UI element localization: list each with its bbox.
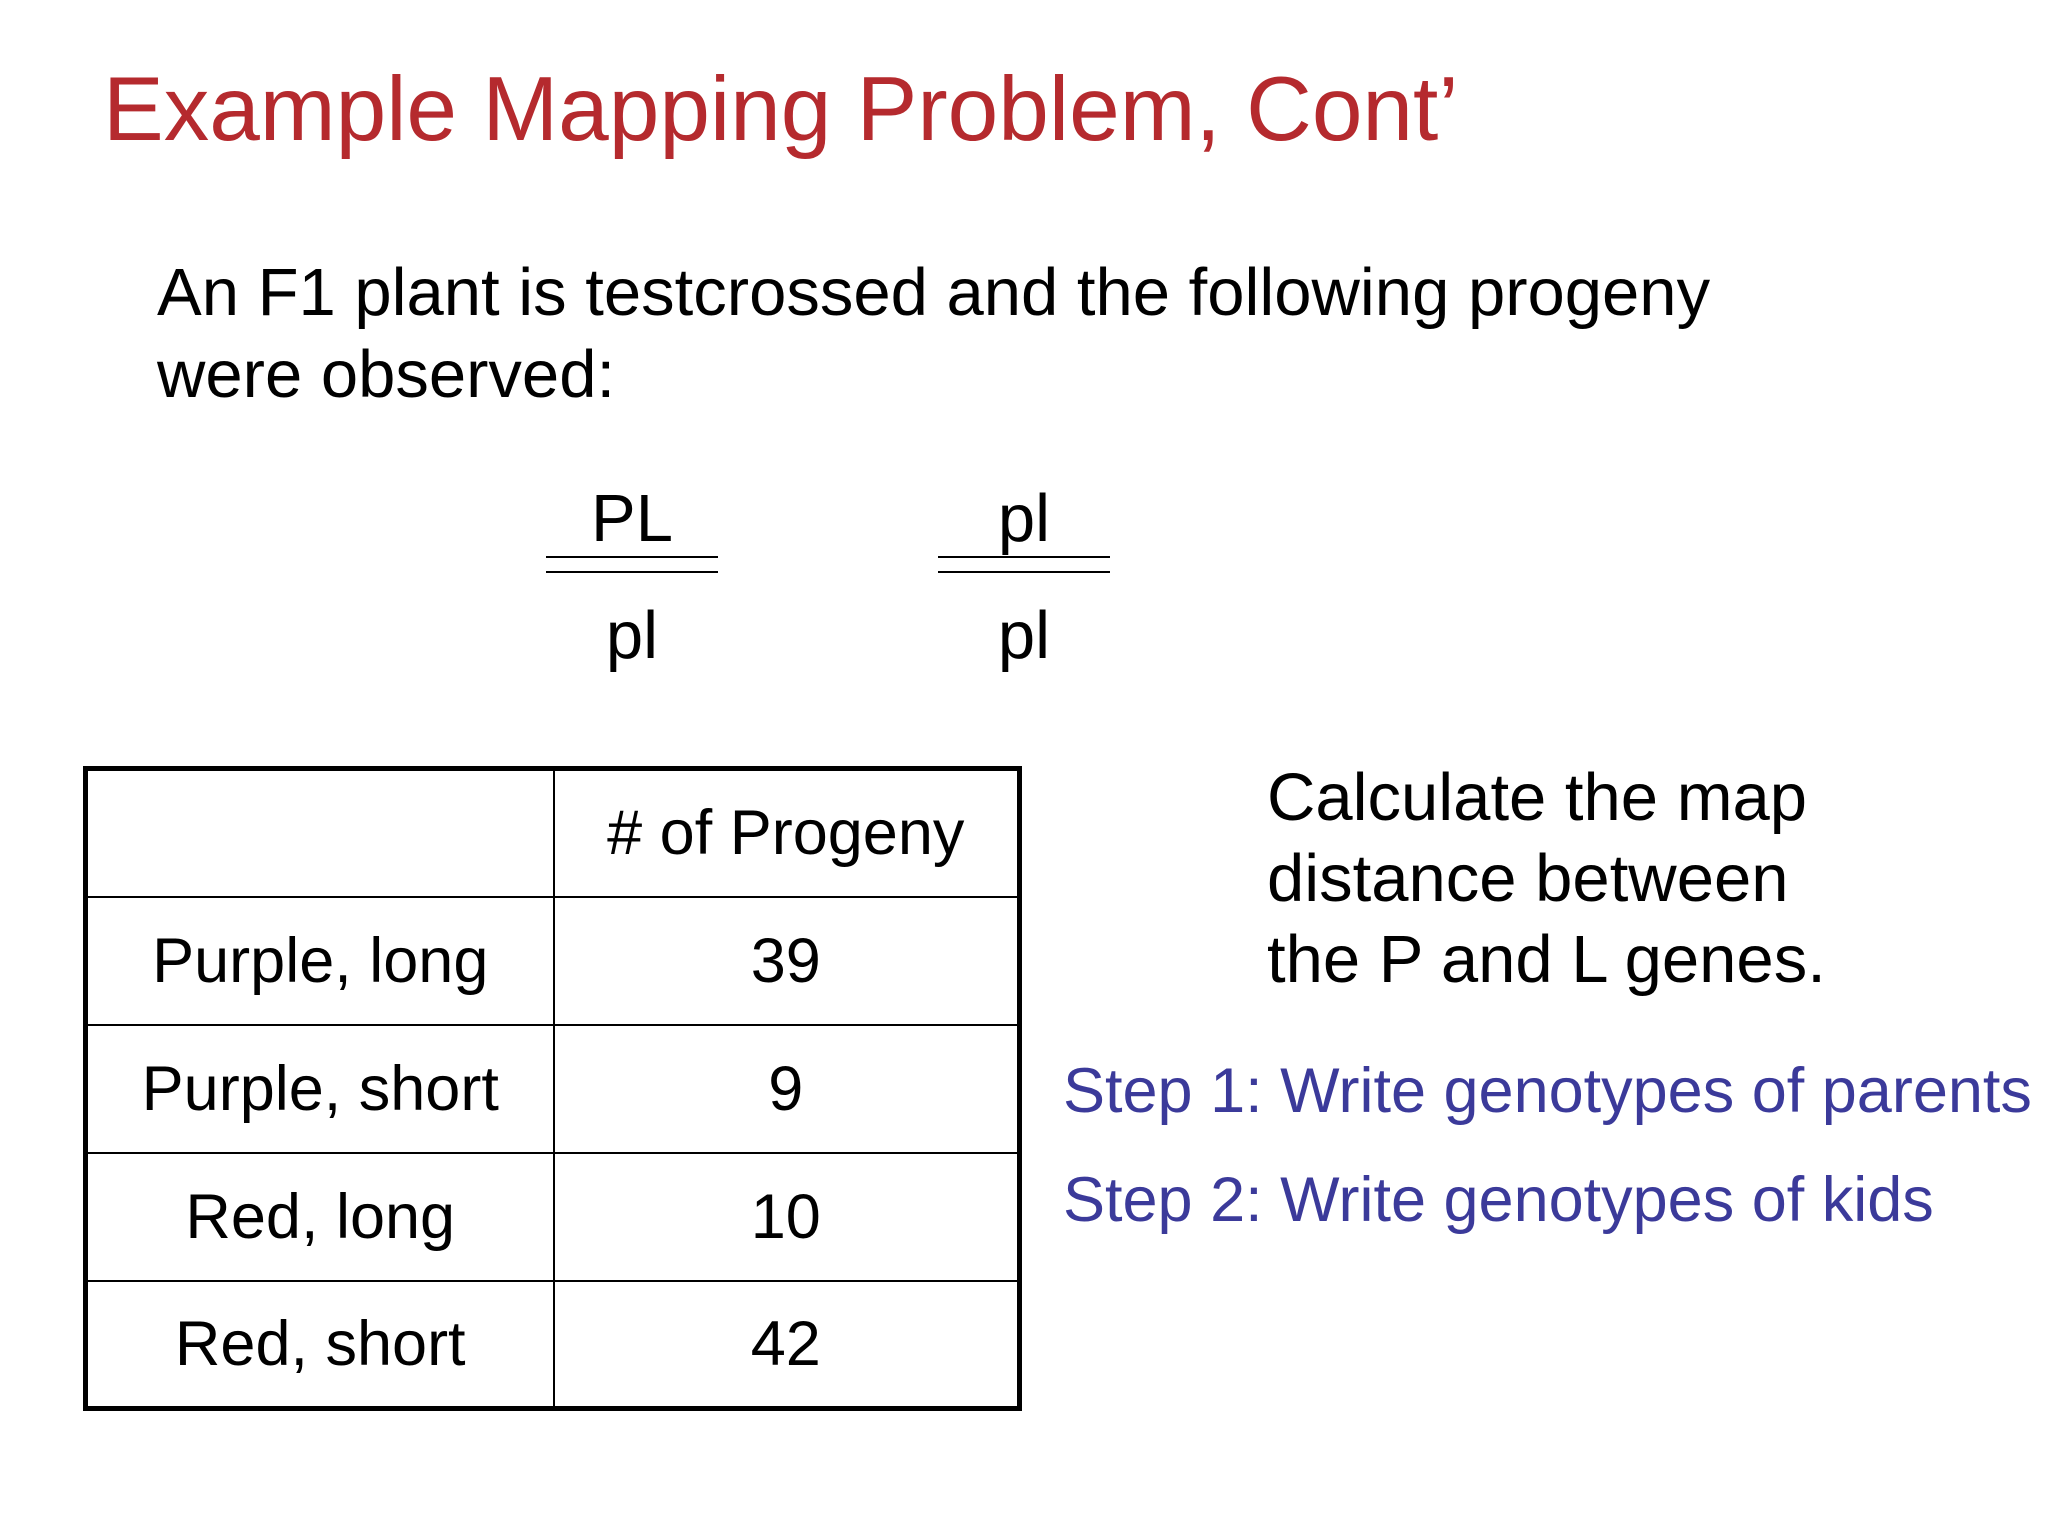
count-cell: 9: [554, 1025, 1020, 1153]
table-header-row: [86, 769, 1020, 897]
slide-title: Example Mapping Problem, Cont’: [103, 59, 1459, 160]
table-row: [86, 1025, 1020, 1153]
intro-text: [157, 252, 1710, 416]
genotype-bottom-allele: pl: [997, 598, 1051, 673]
phenotype-cell: Purple, short: [86, 1025, 554, 1153]
genotype-bottom-allele: pl: [605, 598, 659, 673]
chromosome-line: [938, 571, 1110, 573]
phenotype-cell: Red, short: [86, 1281, 554, 1409]
count-cell: 42: [554, 1281, 1020, 1409]
table-row: [86, 1153, 1020, 1281]
table-row: [86, 1281, 1020, 1409]
question-line-2: distance between: [1267, 841, 1789, 916]
question-line-1: Calculate the map: [1267, 760, 1808, 835]
genotype-top-allele: pl: [997, 481, 1051, 556]
genotype-top-allele: PL: [591, 481, 673, 556]
table-header-count: # of Progeny: [554, 769, 1020, 897]
chromosome-line: [546, 571, 718, 573]
intro-line-2: were observed:: [157, 337, 616, 412]
count-cell: 10: [554, 1153, 1020, 1281]
question-text: [1267, 757, 1826, 1000]
parent-genotype-f1: [546, 479, 718, 673]
count-cell: 39: [554, 897, 1020, 1025]
progeny-table: [83, 766, 1022, 1411]
chromosome-line: [938, 556, 1110, 558]
chromosome-line: [546, 556, 718, 558]
step-2-text: Step 2: Write genotypes of kids: [1063, 1165, 1934, 1235]
phenotype-cell: Purple, long: [86, 897, 554, 1025]
table-header-empty: [86, 769, 554, 897]
parent-genotype-testcross: [938, 479, 1110, 673]
table-row: [86, 897, 1020, 1025]
question-line-3: the P and L genes.: [1267, 922, 1826, 997]
phenotype-cell: Red, long: [86, 1153, 554, 1281]
intro-line-1: An F1 plant is testcrossed and the following progeny: [157, 255, 1711, 330]
step-1-text: Step 1: Write genotypes of parents: [1063, 1056, 2032, 1126]
